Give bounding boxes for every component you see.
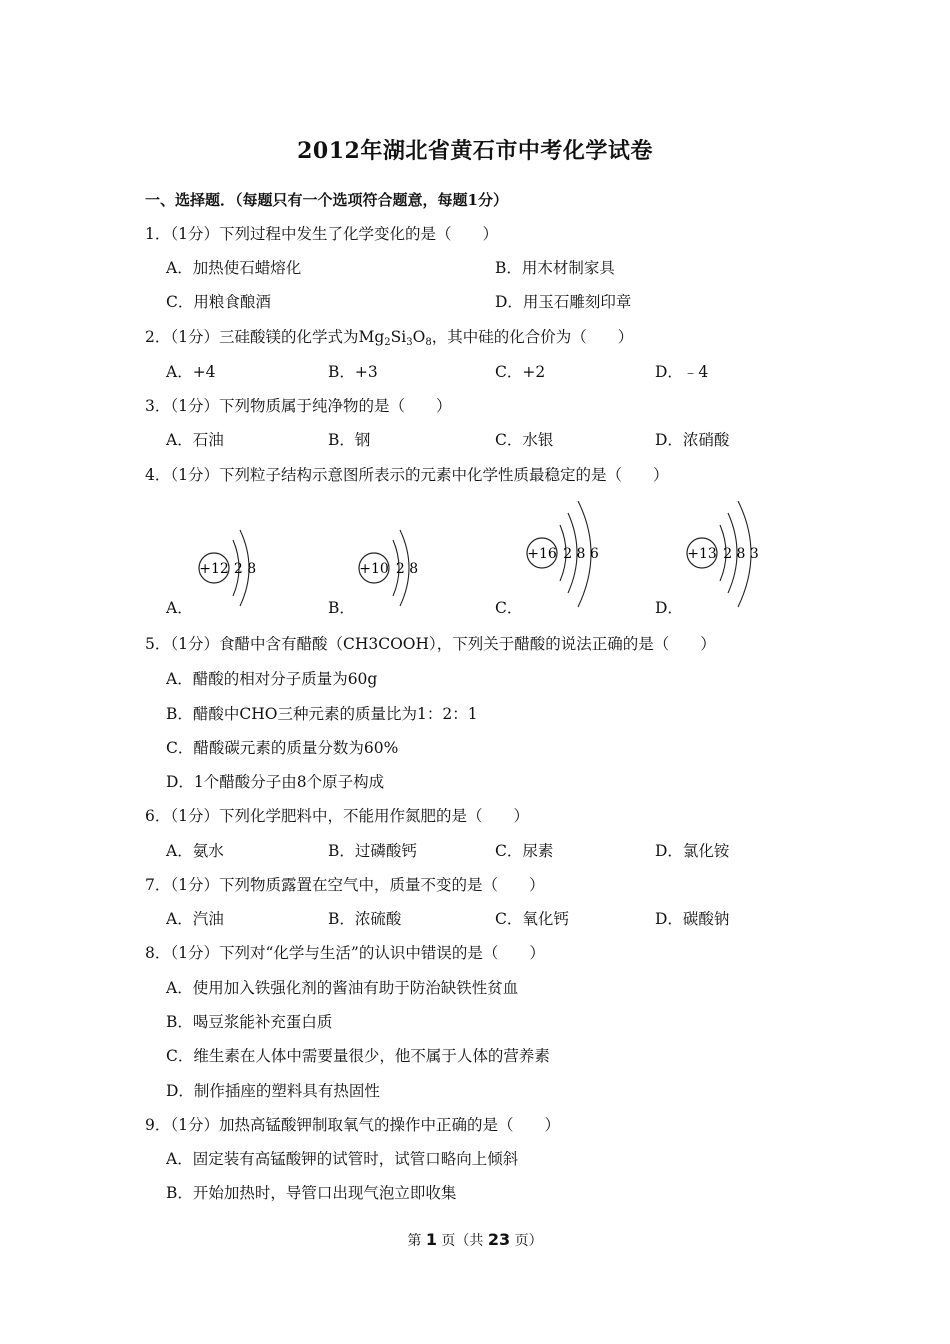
q6-option-c: C．尿素	[495, 842, 554, 860]
q8-option-b: B．喝豆浆能补充蛋白质	[166, 1013, 333, 1031]
q2-option-a: A．+4	[166, 363, 216, 381]
q5-option-b: B．醋酸中CHO三种元素的质量比为1：2：1	[166, 705, 478, 723]
footer-total-pages: 23	[487, 1230, 511, 1249]
q4-option-d: D．	[655, 599, 683, 617]
footer-page-number: 1	[425, 1230, 437, 1249]
nucleus-charge: +12	[199, 561, 229, 577]
q6-option-b: B．过磷酸钙	[328, 842, 417, 860]
q1-option-b: B．用木材制家具	[495, 259, 615, 277]
question-8-stem: 8．（1分）下列对“化学与生活”的认识中错误的是（ ）	[145, 944, 545, 962]
question-1-stem: 1．（1分）下列过程中发生了化学变化的是（ ）	[145, 225, 498, 243]
q2-sub-3: 8	[425, 337, 432, 348]
footer-prefix: 第	[407, 1233, 426, 1249]
q4-option-b: B．	[328, 599, 355, 617]
q4-option-a: A．	[166, 599, 193, 617]
question-9-stem: 9．（1分）加热高锰酸钾制取氧气的操作中正确的是（ ）	[145, 1116, 560, 1134]
question-7-stem: 7．（1分）下列物质露置在空气中，质量不变的是（ ）	[145, 876, 545, 894]
q7-option-d: D．碳酸钠	[655, 910, 730, 928]
q9-option-a: A．固定装有高锰酸钾的试管时，试管口略向上倾斜	[166, 1150, 519, 1168]
q9-option-b: B．开始加热时，导管口出现气泡立即收集	[166, 1184, 457, 1202]
q3-option-c: C．水银	[495, 431, 554, 449]
q5-option-c: C．醋酸碳元素的质量分数为60%	[166, 739, 399, 757]
q8-option-a: A．使用加入铁强化剂的酱油有助于防治缺铁性贫血	[166, 979, 519, 997]
page-footer	[0, 1230, 950, 1250]
question-6-stem: 6．（1分）下列化学肥料中，不能用作氮肥的是（ ）	[145, 807, 529, 825]
atom-diagram-d	[680, 495, 780, 615]
q3-option-d: D．浓硝酸	[655, 431, 730, 449]
footer-suffix: 页）	[510, 1233, 543, 1249]
shell-electrons: 2 8 6	[563, 546, 599, 562]
q2-stem-mid-2: O	[412, 328, 426, 346]
q1-option-a: A．加热使石蜡熔化	[166, 259, 302, 277]
nucleus-charge: +16	[527, 546, 557, 562]
q7-option-b: B．浓硫酸	[328, 910, 402, 928]
q2-option-d: D．﹣4	[655, 363, 709, 381]
q1-option-c: C．用粮食酿酒	[166, 293, 271, 311]
footer-middle: 页（共	[436, 1233, 488, 1249]
shell-electrons: 2 8 3	[723, 546, 759, 562]
q4-option-c: C．	[495, 599, 523, 617]
q5-option-d: D．1个醋酸分子由8个原子构成	[166, 773, 385, 791]
q8-option-d: D．制作插座的塑料具有热固性	[166, 1082, 380, 1100]
q3-option-b: B．钢	[328, 431, 371, 449]
q2-sub-2: 3	[406, 337, 413, 348]
q5-option-a: A．醋酸的相对分子质量为60g	[166, 670, 378, 688]
q3-option-a: A．石油	[166, 431, 224, 449]
q7-option-c: C．氧化钙	[495, 910, 569, 928]
atom-diagram-b	[350, 518, 430, 613]
atom-diagram-c	[520, 495, 620, 615]
q2-option-b: B．+3	[328, 363, 378, 381]
shell-electrons: 2 8	[395, 561, 419, 577]
q2-sub-1: 2	[384, 337, 391, 348]
q7-option-a: A．汽油	[166, 910, 224, 928]
q1-option-d: D．用玉石雕刻印章	[495, 293, 632, 311]
q2-stem-post: ，其中硅的化合价为（ ）	[431, 328, 634, 346]
question-4-stem: 4．（1分）下列粒子结构示意图所表示的元素中化学性质最稳定的是（ ）	[145, 466, 669, 484]
q2-option-c: C．+2	[495, 363, 546, 381]
q2-stem-pre: 2．（1分）三硅酸镁的化学式为Mg	[145, 328, 385, 346]
question-2-stem	[145, 327, 633, 347]
q2-stem-mid-1: Si	[390, 328, 407, 346]
page-title: 2012年湖北省黄石市中考化学试卷	[297, 138, 653, 164]
shell-electrons: 2 8	[233, 561, 257, 577]
nucleus-charge: +10	[359, 561, 389, 577]
section-heading: 一、选择题．（每题只有一个选项符合题意，每题1分）	[145, 191, 508, 209]
question-3-stem: 3．（1分）下列物质属于纯净物的是（ ）	[145, 397, 452, 415]
q8-option-c: C．维生素在人体中需要量很少，他不属于人体的营养素	[166, 1047, 550, 1065]
q6-option-a: A．氨水	[166, 842, 224, 860]
nucleus-charge: +13	[687, 546, 717, 562]
atom-diagram-a	[190, 518, 270, 613]
question-5-stem: 5．（1分）食醋中含有醋酸（CH3COOH），下列关于醋酸的说法正确的是（ ）	[145, 635, 716, 653]
q6-option-d: D．氯化铵	[655, 842, 730, 860]
